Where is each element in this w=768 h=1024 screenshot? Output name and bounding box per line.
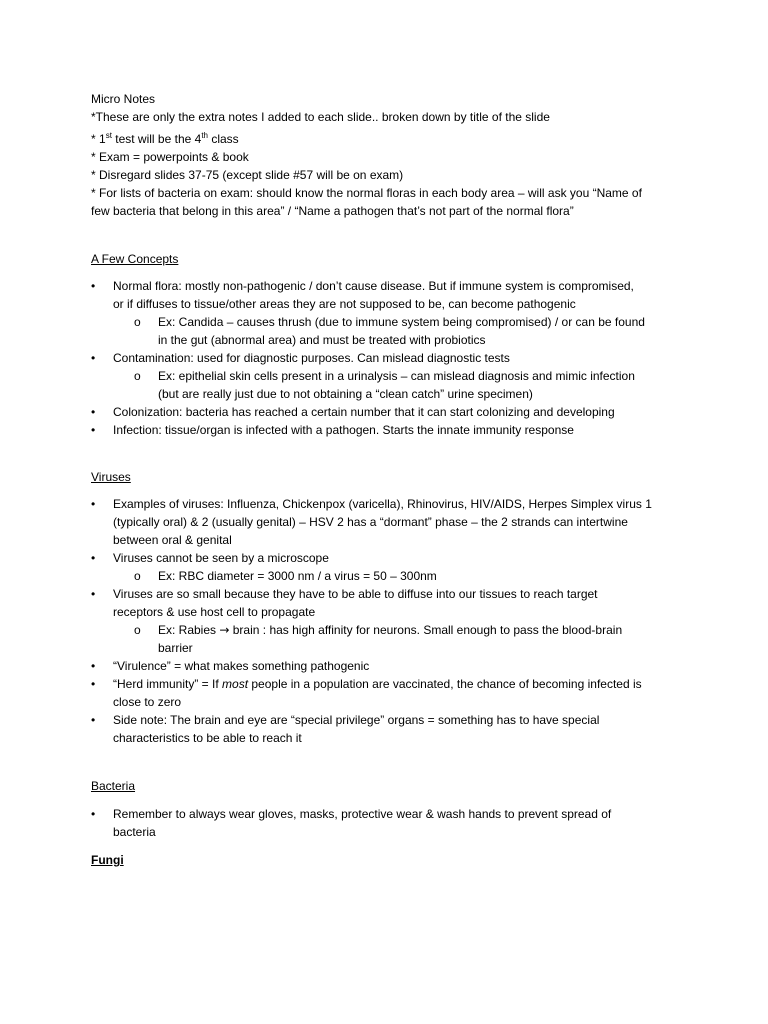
note-lists-line1: * For lists of bacteria on exam: should know the normal floras in each body area – will ask you “Name of xyxy=(91,186,642,200)
list-item: • Examples of viruses: Influenza, Chickenpox (varicella), Rhinovirus, HIV/AIDS, Herpes Simplex virus 1 (typically oral) & 2 (usually genital) – HSV 2 has a “dormant” phase – the 2 strands can intertwine between oral & genital xyxy=(91,497,652,547)
document-subtitle: *These are only the extra notes I added to each slide.. broken down by title of the slide xyxy=(91,110,550,124)
bullet-marker: • xyxy=(91,807,96,821)
note-lists-line2: few bacteria that belong in this area” / “Name a pathogen that’s not part of the normal flora” xyxy=(91,204,574,218)
bullet-marker: • xyxy=(91,405,96,419)
list-item: o Ex: Candida – causes thrush (due to immune system being compromised) / or can be found in the gut (abnormal area) and must be treated with probiotics xyxy=(134,315,645,347)
list-item: o Ex: RBC diameter = 3000 nm / a virus = 50 – 300nm xyxy=(134,569,437,583)
list-item: o Ex: epithelial skin cells present in a urinalysis – can mislead diagnosis and mimic infection (but are really just due to not obtaining a “clean catch” urine specimen) xyxy=(134,369,635,401)
bullet-marker: • xyxy=(91,497,96,511)
bullet-marker: • xyxy=(91,423,96,437)
sub-bullet-marker: o xyxy=(134,623,141,637)
bullet-marker: • xyxy=(91,677,96,691)
heading-a-few-concepts: A Few Concepts xyxy=(91,252,179,266)
list-item: • Viruses cannot be seen by a microscope xyxy=(91,551,329,565)
list-item: • “Herd immunity” = If most people in a population are vaccinated, the chance of becoming infected is close to zero xyxy=(91,677,642,709)
list-item: • “Virulence” = what makes something pathogenic xyxy=(91,659,370,673)
list-item: • Normal flora: mostly non-pathogenic / don’t cause disease. But if immune system is compromised, or if diffuses to tissue/other areas they are not supposed to be, can become pathogenic xyxy=(91,279,634,311)
document-body xyxy=(91,90,691,869)
concepts-list xyxy=(91,277,691,313)
bullet-marker: • xyxy=(91,587,96,601)
note-first-test: * 1st test will be the 4th class xyxy=(91,131,239,146)
heading-bacteria: Bacteria xyxy=(91,779,136,793)
sub-bullet-marker: o xyxy=(134,369,141,383)
note-exam: * Exam = powerpoints & book xyxy=(91,150,249,164)
list-item: • Infection: tissue/organ is infected with a pathogen. Starts the innate immunity response xyxy=(91,423,574,437)
concepts-sublist xyxy=(91,313,691,349)
bullet-marker: • xyxy=(91,351,96,365)
heading-viruses: Viruses xyxy=(91,470,131,484)
bullet-marker: • xyxy=(91,551,96,565)
document-title: Micro Notes xyxy=(91,92,156,106)
list-item: • Side note: The brain and eye are “special privilege” organs = something has to have special characteristics to be able to reach it xyxy=(91,713,600,745)
bullet-marker: • xyxy=(91,659,96,673)
note-disregard: * Disregard slides 37-75 (except slide #57 will be on exam) xyxy=(91,168,404,182)
arrow-right-icon: → xyxy=(219,623,230,637)
sub-bullet-marker: o xyxy=(134,569,141,583)
bacteria-list xyxy=(91,805,691,841)
heading-fungi: Fungi xyxy=(91,853,124,867)
bullet-marker: • xyxy=(91,713,96,727)
list-item: • Colonization: bacteria has reached a certain number that it can start colonizing and developing xyxy=(91,405,615,419)
sub-bullet-marker: o xyxy=(134,315,141,329)
list-item: o Ex: Rabies → brain : has high affinity for neurons. Small enough to pass the blood-brain barrier xyxy=(134,623,623,655)
viruses-list xyxy=(91,495,691,567)
list-item: • Contamination: used for diagnostic purposes. Can mislead diagnostic tests xyxy=(91,351,510,365)
bullet-marker: • xyxy=(91,279,96,293)
list-item: • Viruses are so small because they have to be able to diffuse into our tissues to reach target receptors & use host cell to propagate xyxy=(91,587,598,619)
list-item: • Remember to always wear gloves, masks, protective wear & wash hands to prevent spread of bacteria xyxy=(91,807,612,839)
